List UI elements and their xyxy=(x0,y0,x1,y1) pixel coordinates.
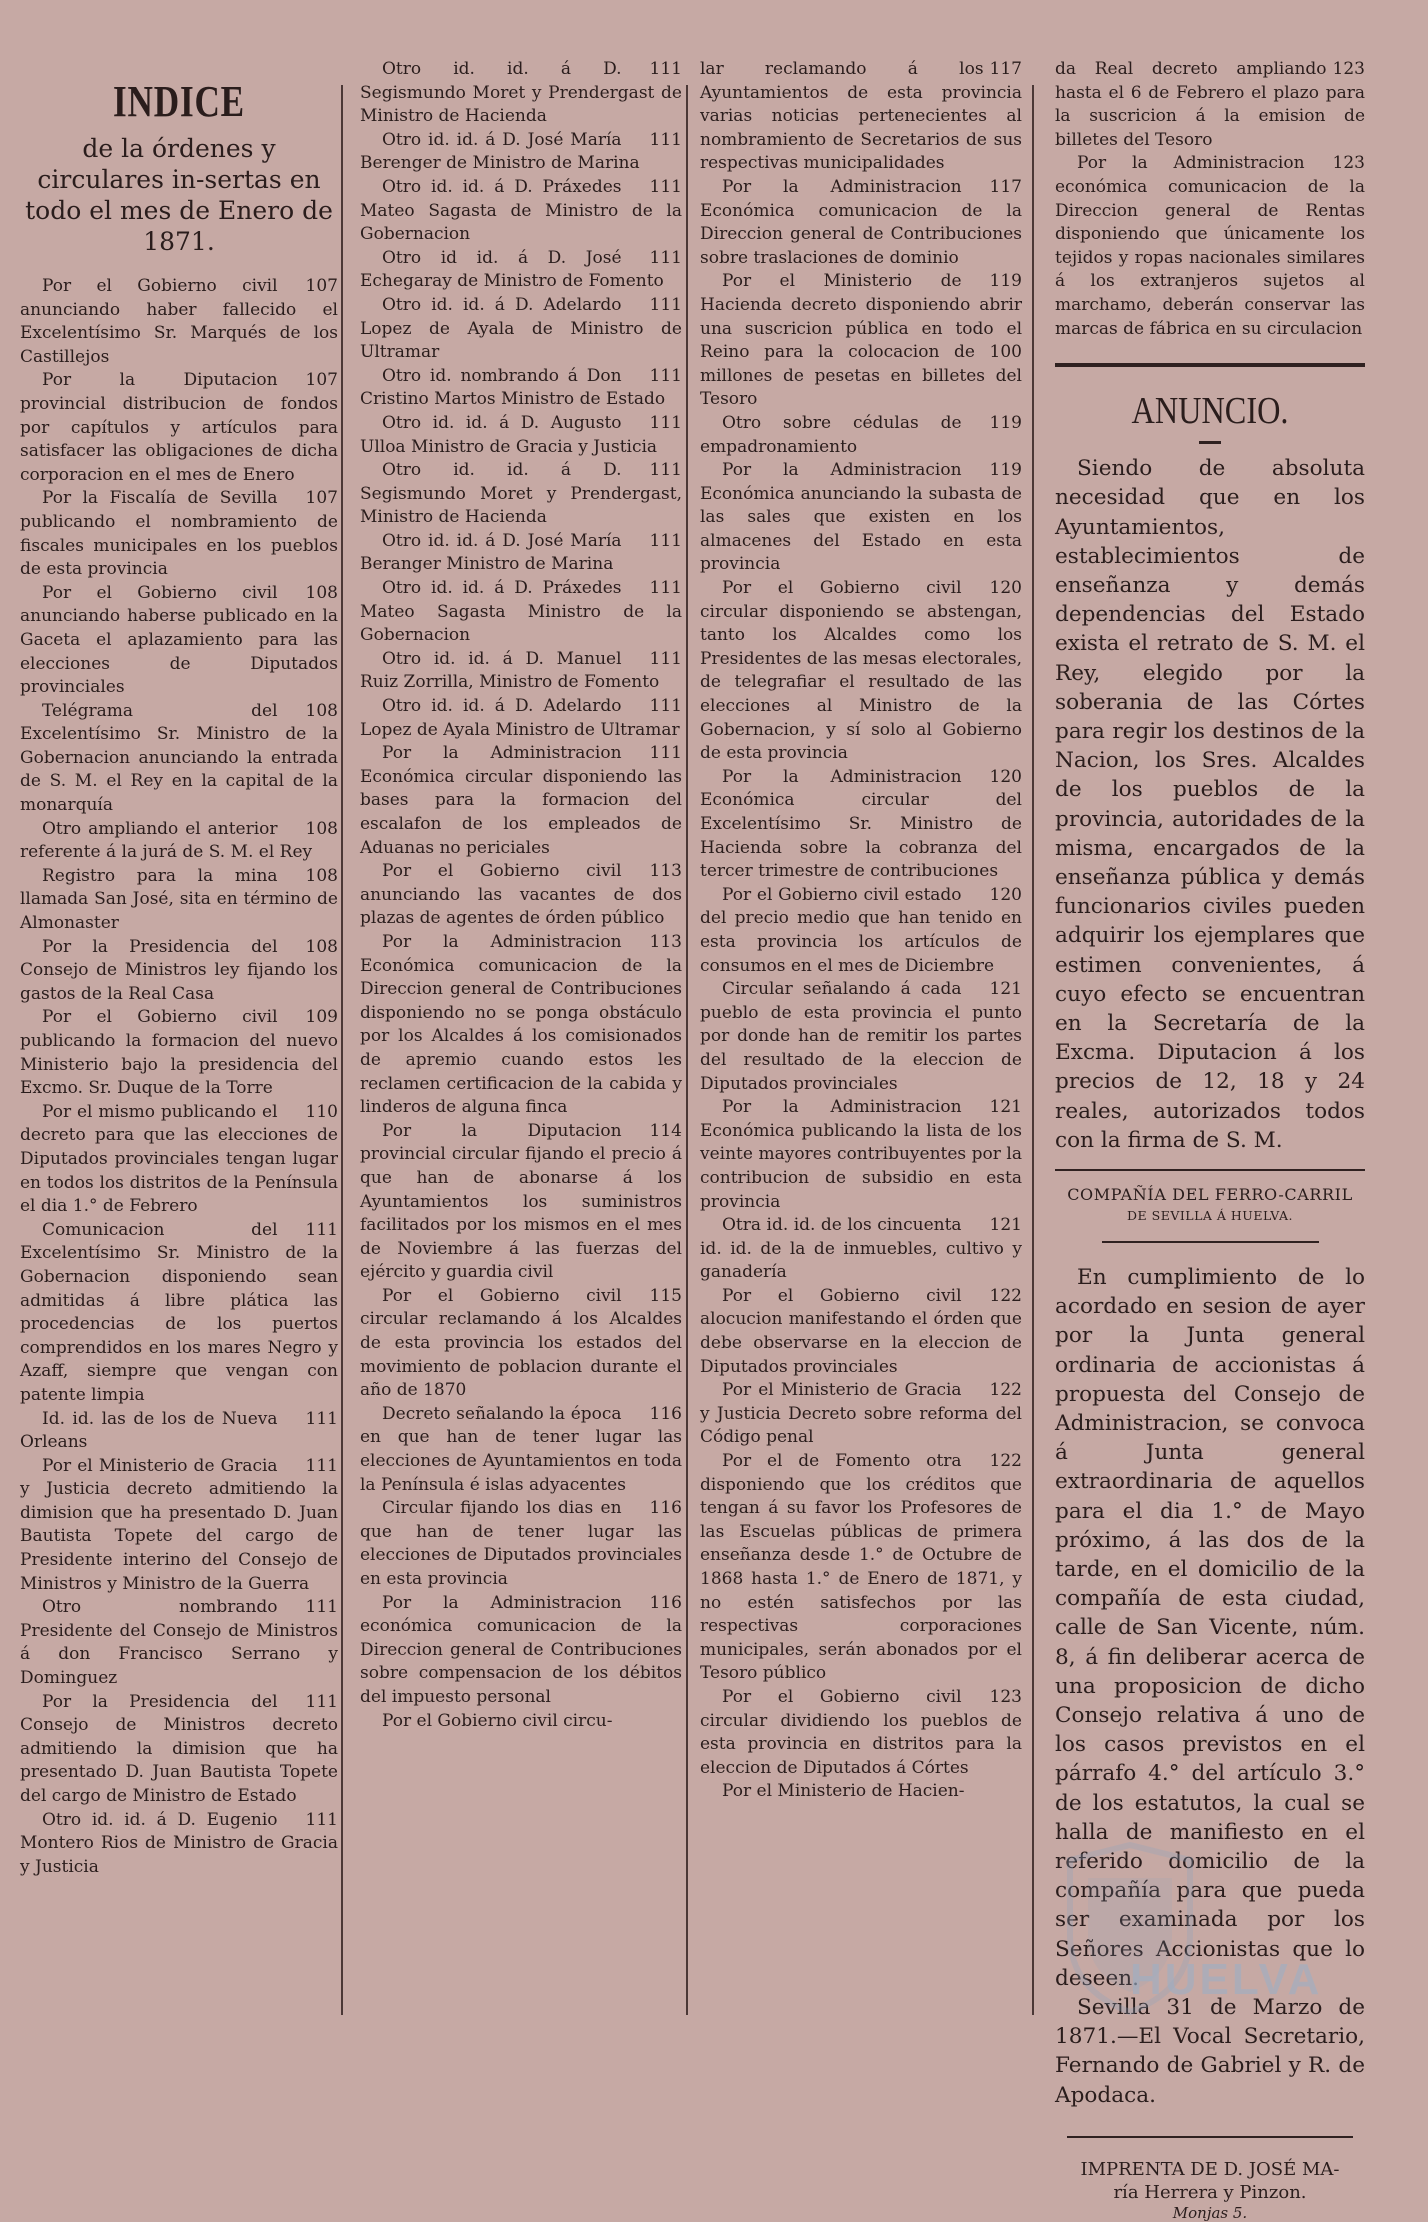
index-entry-text: Por el Gobierno civil anunciando las vacantes de dos plazas de agentes de órden público xyxy=(360,861,682,929)
index-entry-text: Otro id. id. á D. José María Beranger Ministro de Marina xyxy=(360,530,622,575)
index-entry-text: Otra id. id. de los cincuenta id. id. de la de inmuebles, cultivo y ganadería xyxy=(700,1215,1022,1283)
index-title: INDICE xyxy=(113,77,245,126)
index-entry xyxy=(360,365,682,412)
index-entry xyxy=(700,1379,1022,1450)
index-entry-text: Por la Administracion Económica comunicacion de la Direccion general de Contribuciones sobre traslaciones de dominio xyxy=(700,176,1022,268)
index-entry-page: 120 xyxy=(989,578,1022,599)
index-entry-page: 122 xyxy=(989,1285,1022,1306)
index-entry xyxy=(360,247,682,294)
index-entry-page: 111 xyxy=(305,1455,338,1476)
index-entry-text: Por la Administracion Económica publicando la lista de los veinte mayores contribuyentes por la contribucion de subsidio en esta provincia xyxy=(700,1097,1022,1212)
index-entry-page: 123 xyxy=(1332,59,1365,79)
index-entry-text: Por la Administracion económica comunicacion de la Direccion general de Rentas disponiendo que únicamente los tejidos y ropas nacionales similares á los extranjeros sujetos al marchamo, deberán conservar las marcas de fábrica en su circulacion xyxy=(1055,153,1365,339)
index-entry-text: Id. id. las de los de Nueva Orleans xyxy=(20,1408,278,1453)
index-entry-page: 116 xyxy=(649,1403,682,1424)
index-entry-page: 117 xyxy=(989,176,1022,197)
index-entry-text: Por el Ministerio de Gracia y Justicia decreto admitiendo la dimision que ha presentado D. Juan Bautista Topete del cargo de Presidente interino del Consejo de Ministros y Ministro de la Guerra xyxy=(20,1455,338,1594)
printer-address: Monjas 5. xyxy=(1172,2203,1248,2222)
index-entry-page: 120 xyxy=(989,766,1022,787)
index-entry-text: Otro sobre cédulas de empadronamiento xyxy=(700,412,962,457)
index-entry-text: Por la Administracion Económica comunicacion de la Direccion general de Contribuciones disponiendo no se ponga obstáculo por los Alcaldes á los comisionados de apremio cuando estos les reclamen certificacion de la cabida y linderos de alguna finca xyxy=(360,931,682,1118)
index-entry xyxy=(700,1214,1022,1285)
index-entry-text: Por la Administracion económica comunicacion de la Direccion general de Contribuciones sobre compensacion de los débitos del impuesto personal xyxy=(360,1592,682,1707)
index-entry-page: 111 xyxy=(305,1597,338,1618)
index-entry-text: Por la Administracion Económica anunciando la subasta de las sales que existen en los almacenes del Estado en esta provincia xyxy=(700,460,1022,575)
index-entry-text: Por la Diputacion provincial circular fijando el precio á que han de abonarse á los Ayuntamientos los suministros facilitados por los mismos en el mes de Noviembre á las fuerzas del ejército y guardia civil xyxy=(360,1120,682,1283)
index-entry xyxy=(360,860,682,931)
index-entry-text: Otro id. id. á D. Augusto Ulloa Ministro de Gracia y Justicia xyxy=(360,412,658,457)
column-divider xyxy=(686,85,688,2015)
printer-line-2: ría Herrera y Pinzon. xyxy=(1113,2181,1307,2203)
index-entry xyxy=(360,459,682,530)
index-entry-page: 108 xyxy=(305,582,338,603)
index-entry-page: 119 xyxy=(989,271,1022,292)
index-entry-page: 111 xyxy=(649,412,682,433)
index-entry xyxy=(360,1592,682,1710)
footer-divider xyxy=(1067,2136,1352,2138)
index-entry xyxy=(1055,152,1365,341)
index-entry xyxy=(700,884,1022,978)
index-entry xyxy=(700,978,1022,1096)
section-divider xyxy=(1102,1241,1319,1243)
index-entry-text: Otro id. nombrando á Don Cristino Martos Ministro de Estado xyxy=(360,365,666,410)
index-entry xyxy=(700,176,1022,270)
index-entry-text: Por el Gobierno civil anunciando haberse publicado en la Gaceta el aplazamiento para las elecciones de Diputados provinciales xyxy=(20,582,338,698)
index-entry-page: 113 xyxy=(649,861,682,882)
index-entry-page: 111 xyxy=(649,743,682,764)
index-entry xyxy=(700,412,1022,459)
index-entry-text: Circular fijando los dias en que han de tener lugar las elecciones de Diputados provinciales en esta provincia xyxy=(360,1498,682,1589)
index-entry-page: 121 xyxy=(989,979,1022,1000)
index-entry xyxy=(360,695,682,742)
index-entry-page: 109 xyxy=(305,1007,338,1028)
index-entry-page: 116 xyxy=(649,1592,682,1613)
index-entry-page: 108 xyxy=(305,936,338,957)
index-entry-page: 111 xyxy=(649,176,682,197)
index-entry-text: Comunicacion del Excelentísimo Sr. Ministro de la Gobernacion disponiendo sean admitidas á libre plática las procedencias de los puertos comprendidos en los mares Negro y Azaff, siempre que vengan con patente limpia xyxy=(20,1219,338,1405)
index-entry-text: Por la Administracion Económica circular del Excelentísimo Sr. Ministro de Hacienda sobre la cobranza del tercer trimestre de contribuciones xyxy=(700,766,1022,882)
index-entry-page: 111 xyxy=(649,578,682,599)
index-entry-text: da Real decreto ampliando hasta el 6 de Febrero el plazo para la suscricion á la emision de billetes del Tesoro xyxy=(1055,59,1365,150)
index-entry-page: 110 xyxy=(305,1101,338,1122)
index-entry-page: 111 xyxy=(305,1809,338,1830)
company-notice-signature: Sevilla 31 de Marzo de 1871.—El Vocal Secretario, Fernando de Gabriel y R. de Apodaca. xyxy=(1055,1995,1365,2108)
index-entry-page: 111 xyxy=(649,648,682,669)
index-entry-text: Otro id id. á D. José Echegaray de Ministro de Fomento xyxy=(360,247,664,292)
column-1 xyxy=(20,58,338,1879)
index-entry-text: Otro ampliando el anterior referente á la jurá de S. M. el Rey xyxy=(20,818,313,863)
printer-line-1: IMPRENTA DE D. JOSÉ MA- xyxy=(1080,2158,1340,2180)
index-entry xyxy=(20,700,338,818)
index-entry-text: Por el Gobierno civil circular dividiendo los pueblos de esta provincia en distritos para la eleccion de Diputados á Córtes xyxy=(700,1686,1022,1778)
index-entry-page: 108 xyxy=(305,865,338,886)
index-entry-text: Circular señalando á cada pueblo de esta provincia el punto por donde han de remitir los partes del resultado de la eleccion de Diputados provinciales xyxy=(700,979,1022,1094)
index-entry-page: 119 xyxy=(989,460,1022,481)
index-entry-page: 123 xyxy=(989,1686,1022,1707)
index-entry xyxy=(360,1403,682,1497)
index-entry xyxy=(20,1101,338,1219)
index-entry xyxy=(20,1691,338,1809)
index-entry xyxy=(700,1285,1022,1379)
index-entry-text: Otro id. id. á D. Práxedes Mateo Sagasta de Ministro de la Gobernacion xyxy=(360,176,682,245)
index-entry-page: 111 xyxy=(649,294,682,315)
index-entry-text: Otro id. id. á D. Segismundo Moret y Prendergast, Ministro de Hacienda xyxy=(360,460,682,528)
index-entry xyxy=(360,742,682,860)
index-entry-page: 111 xyxy=(649,247,682,268)
index-entry-text: Por la Fiscalía de Sevilla publicando el nombramiento de fiscales municipales en los pueblos de esta provincia xyxy=(20,488,338,580)
index-entry-page: 111 xyxy=(649,129,682,150)
index-entry xyxy=(360,294,682,365)
index-entry xyxy=(700,766,1022,884)
index-entry-text: Por la Presidencia del Consejo de Ministros ley fijando los gastos de la Real Casa xyxy=(20,936,338,1004)
index-entry-text: Por el Gobierno civil publicando la formacion del nuevo Ministerio bajo la presidencia del Excmo. Sr. Duque de la Torre xyxy=(20,1007,338,1099)
index-entry xyxy=(700,1780,1022,1804)
index-entry-page: 111 xyxy=(649,365,682,386)
index-entry xyxy=(360,176,682,247)
index-entry xyxy=(1055,58,1365,152)
index-entry-page: 114 xyxy=(649,1120,682,1141)
index-entry xyxy=(20,865,338,936)
index-entry-text: Por el Gobierno civil circular reclamando á los Alcaldes de esta provincia los estados del movimiento de poblacion durante el año de 1870 xyxy=(360,1285,682,1401)
index-entry xyxy=(700,1096,1022,1214)
index-entry-text: Registro para la mina llamada San José, sita en término de Almonaster xyxy=(20,865,338,934)
index-entry-text: Por el mismo publicando el decreto para que las elecciones de Diputados provinciales tengan lugar en todos los distritos de la Península el dia 1.° de Febrero xyxy=(20,1101,338,1217)
index-entry-page: 115 xyxy=(649,1285,682,1306)
index-entry-page: 107 xyxy=(305,488,338,509)
index-entry-page: 121 xyxy=(989,1215,1022,1236)
title-dash xyxy=(1199,441,1221,444)
index-entry xyxy=(20,818,338,865)
index-entry xyxy=(360,412,682,459)
index-entry xyxy=(360,129,682,176)
index-entry-text: Otro id. id. á D. Adelardo Lopez de Ayala Ministro de Ultramar xyxy=(360,696,680,740)
index-entry xyxy=(360,1120,682,1285)
index-entry-text: Por la Presidencia del Consejo de Ministros decreto admitiendo la dimision que ha presentado D. Juan Bautista Topete del cargo de Ministro de Estado xyxy=(20,1691,338,1806)
index-entry xyxy=(20,1455,338,1597)
index-entry xyxy=(20,1006,338,1100)
index-entry-text: Por el Ministerio de Hacien- xyxy=(722,1781,965,1802)
index-entry xyxy=(360,931,682,1120)
index-entry xyxy=(360,1710,682,1734)
index-entry-page: 111 xyxy=(305,1219,338,1240)
index-entry-page: 117 xyxy=(989,59,1022,79)
column-2 xyxy=(360,58,682,1733)
index-entry-text: Por el Ministerio de Hacienda decreto disponiendo abrir una suscricion pública en todo el Reino para la colocacion de 100 millones de pesetas en billetes del Tesoro xyxy=(700,271,1022,410)
index-entry-page: 108 xyxy=(305,818,338,839)
index-entry-text: Por el Gobierno civil circu- xyxy=(382,1710,613,1731)
index-entry xyxy=(20,369,338,487)
index-entry xyxy=(360,577,682,648)
index-entry xyxy=(360,1497,682,1591)
index-entry-text: Otro id. id. á D. Segismundo Moret y Prendergast de Ministro de Hacienda xyxy=(360,59,682,127)
index-entry-page: 111 xyxy=(305,1691,338,1712)
index-list-4 xyxy=(1055,58,1365,341)
index-entry-text: Por el Gobierno civil alocucion manifestando el órden que debe observarse en la eleccion de Diputados provinciales xyxy=(700,1285,1022,1377)
index-entry-page: 123 xyxy=(1332,153,1365,174)
index-entry-page: 108 xyxy=(305,700,338,721)
index-entry xyxy=(700,1686,1022,1780)
index-entry xyxy=(20,1219,338,1408)
column-divider xyxy=(1032,85,1034,2015)
index-entry xyxy=(20,1809,338,1880)
column-divider xyxy=(341,85,343,2015)
index-entry xyxy=(700,1450,1022,1686)
index-entry xyxy=(700,459,1022,577)
index-list-3 xyxy=(700,58,1022,1804)
section-divider xyxy=(1055,363,1365,367)
index-list-1 xyxy=(20,275,338,1879)
index-entry-text: Por el de Fomento otra disponiendo que los créditos que tengan á su favor los Profesores de las Escuelas públicas de primera enseñanza desde 1.° de Octubre de 1868 hasta 1.° de Enero de 1871, y no estén satisfechos por las respectivas corporaciones municipales, serán abonados por el Tesoro público xyxy=(700,1451,1022,1684)
index-entry-page: 122 xyxy=(989,1451,1022,1472)
index-entry-text: Otro id. id. á D. Adelardo Lopez de Ayala de Ministro de Ultramar xyxy=(360,294,682,363)
index-entry-page: 111 xyxy=(649,460,682,481)
column-3 xyxy=(700,58,1022,1804)
index-entry-text: Por la Diputacion provincial distribucion de fondos por capítulos y artículos para satisfacer las obligaciones de dicha corporacion en el mes de Enero xyxy=(20,370,338,485)
index-entry-page: 107 xyxy=(305,370,338,391)
index-entry-page: 111 xyxy=(305,1408,338,1429)
anuncio-title: ANUNCIO. xyxy=(1131,390,1289,433)
anuncio-body: Siendo de absoluta necesidad que en los Ayuntamientos, establecimientos de enseñanza y demás dependencias del Estado exista el retrato de S. M. el Rey, elegido por la soberania de las Córtes para regir los destinos de la Nacion, los Sres. Alcaldes de los pueblos de la provincia, autoridades de la misma, encargados de la enseñanza pública y demás funcionarios civiles pueden adquirir los ejemplares que estimen convenientes, á cuyo efecto se encuentran en la Secretaría de la Excma. Diputacion á los precios de 12, 18 y 24 reales, autorizados todos con la firma de S. M. xyxy=(1055,456,1365,1153)
index-entry-page: 111 xyxy=(649,696,682,717)
index-entry xyxy=(700,577,1022,766)
index-entry-page: 116 xyxy=(649,1498,682,1519)
index-entry xyxy=(20,936,338,1007)
index-entry-page: 122 xyxy=(989,1380,1022,1401)
index-entry-page: 119 xyxy=(989,412,1022,433)
index-entry-page: 113 xyxy=(649,931,682,952)
section-divider xyxy=(1055,1169,1365,1171)
index-entry-text: Otro id. id. á D. Práxedes Mateo Sagasta Ministro de la Gobernacion xyxy=(360,578,682,646)
index-entry xyxy=(360,648,682,695)
index-entry-text: Decreto señalando la época en que han de tener lugar las elecciones de Ayuntamientos en toda la Península é islas adyacentes xyxy=(360,1403,682,1495)
index-entry-text: Por el Ministerio de Gracia y Justicia Decreto sobre reforma del Código penal xyxy=(700,1380,1022,1448)
index-entry xyxy=(20,1408,338,1455)
index-entry xyxy=(360,58,682,129)
company-subheading: DE SEVILLA Á HUELVA. xyxy=(1127,1208,1293,1223)
index-entry-page: 107 xyxy=(305,276,338,296)
index-entry-text: Por el Gobierno civil anunciando haber fallecido el Excelentísimo Sr. Marqués de los Castillejos xyxy=(20,276,338,367)
index-entry-text: Otro id. id. á D. José María Berenger de Ministro de Marina xyxy=(360,129,640,174)
index-entry-page: 111 xyxy=(649,59,682,79)
index-entry xyxy=(20,1596,338,1690)
index-subtitle: de la órdenes y circulares in-sertas en todo el mes de Enero de 1871. xyxy=(25,134,333,256)
index-entry xyxy=(20,582,338,700)
index-entry-text: Otro id. id. á D. Eugenio Montero Rios de Ministro de Gracia y Justicia xyxy=(20,1809,338,1877)
index-list-2 xyxy=(360,58,682,1733)
index-entry-page: 121 xyxy=(989,1097,1022,1118)
index-entry-text: lar reclamando á los Ayuntamientos de esta provincia varias noticias pertenecientes al nombramiento de Secretarios de sus respectivas municipalidades xyxy=(700,59,1022,174)
watermark-text: HUELVA xyxy=(1130,1955,1323,2004)
index-entry xyxy=(360,1285,682,1403)
index-entry xyxy=(360,530,682,577)
index-entry-text: Otro id. id. á D. Manuel Ruiz Zorrilla, Ministro de Fomento xyxy=(360,648,660,693)
index-entry-text: Otro nombrando Presidente del Consejo de Ministros á don Francisco Serrano y Dominguez xyxy=(20,1597,338,1689)
index-entry-text: Por el Gobierno civil estado del precio medio que han tenido en esta provincia los artículos de consumos en el mes de Diciembre xyxy=(700,884,1022,976)
company-notice-body: En cumplimiento de lo acordado en sesion de ayer por la Junta general ordinaria de accionistas á propuesta del Consejo de Administracion, se convoca á Junta general extraordinaria de aquellos para el dia 1.° de Mayo próximo, á las dos de la tarde, en el domicilio de la compañía de esta ciudad, calle de San Vicente, núm. 8, á fin deliberar acerca de una proposicion de dicho Consejo relativa á uno de los casos previstos en el párrafo 4.° del artículo 3.° de los estatutos, la cual se halla de manifiesto en el referido domicilio de la compañía para que pueda ser examinada por los Señores Accionistas que lo deseen. xyxy=(1055,1265,1365,1991)
index-entry-page: 111 xyxy=(649,530,682,551)
index-entry-page: 120 xyxy=(989,884,1022,905)
index-entry xyxy=(20,275,338,369)
company-heading: COMPAÑÍA DEL FERRO-CARRIL xyxy=(1067,1185,1353,1204)
index-entry-text: Telégrama del Excelentísimo Sr. Ministro de la Gobernacion anunciando la entrada de S. M. el Rey en la capital de la monarquía xyxy=(20,700,338,816)
index-entry xyxy=(700,58,1022,176)
index-entry-text: Por el Gobierno civil circular disponiendo se abstengan, tanto los Alcaldes como los Presidentes de las mesas electorales, de telegrafiar el resultado de las elecciones al Ministro de la Gobernacion, y sí solo al Gobierno de esta provincia xyxy=(700,578,1022,764)
index-entry xyxy=(20,487,338,581)
index-entry xyxy=(700,270,1022,412)
index-entry-text: Por la Administracion Económica circular disponiendo las bases para la formacion del escalafon de los empleados de Aduanas no periciales xyxy=(360,743,682,858)
